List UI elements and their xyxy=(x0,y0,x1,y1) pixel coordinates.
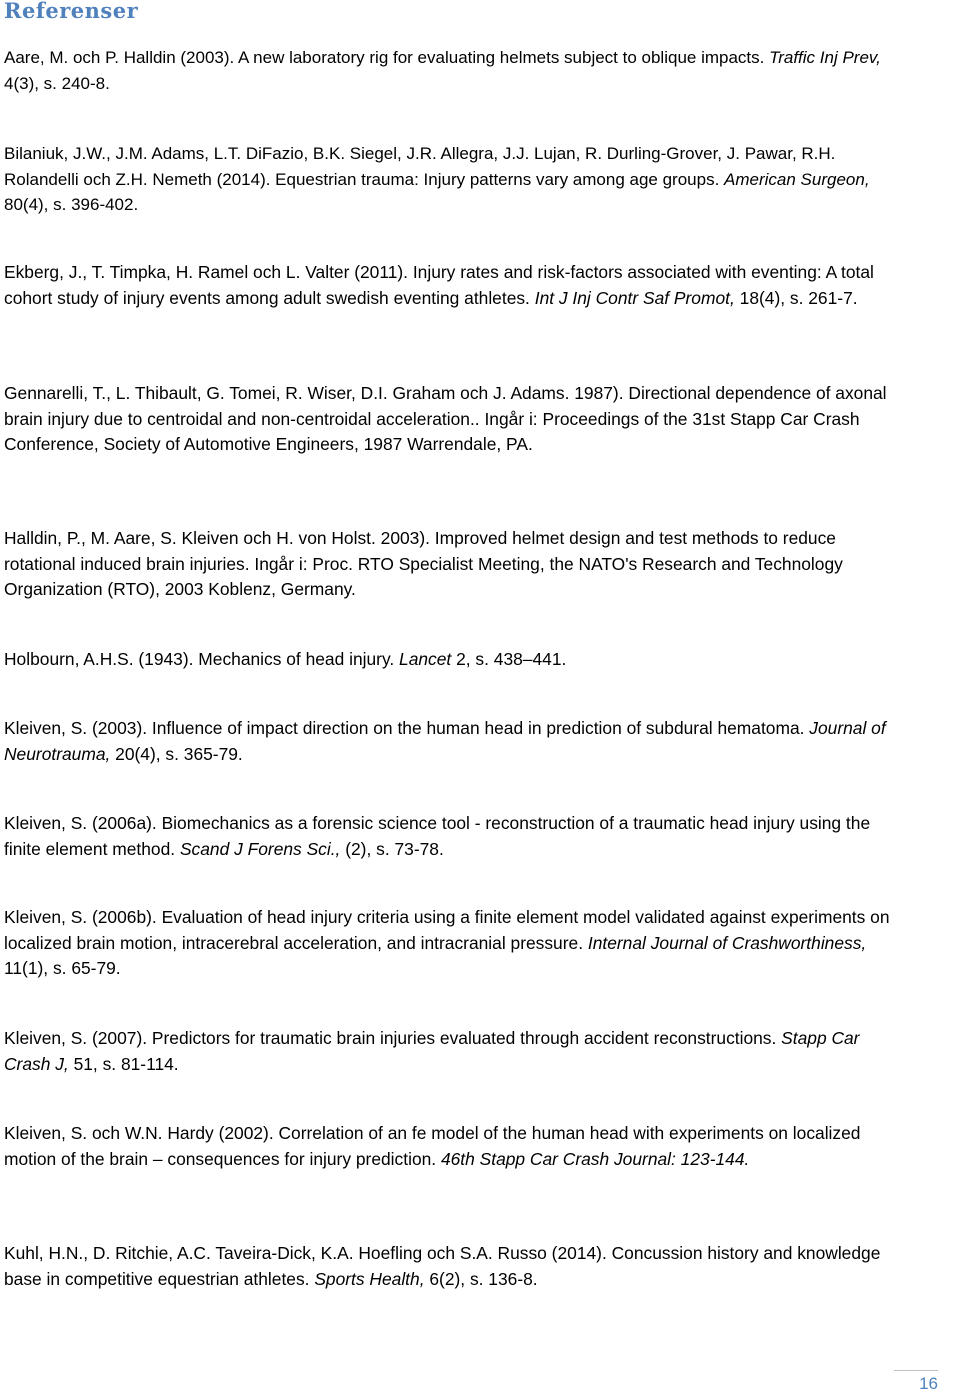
reference-halldin-2003 xyxy=(4,526,904,603)
reference-kleiven-hardy-2002 xyxy=(4,1121,904,1172)
reference-text: Kleiven, S. (2006b). Evaluation of head injury criteria using a finite element model validated against experiments on localized brain motion, intracerebral acceleration, and intracranial pressure. xyxy=(4,907,890,953)
reference-journal: Sports Health, xyxy=(314,1268,425,1289)
reference-text: Kuhl, H.N., D. Ritchie, A.C. Taveira-Dick, K.A. Hoefling och S.A. Russo (2014). Concussion history and knowledge base in competitive equestrian athletes. xyxy=(4,1243,881,1289)
reference-details: 2, s. 438–441. xyxy=(451,649,567,669)
reference-gennarelli-1987 xyxy=(4,381,904,458)
reference-details: (2), s. 73-78. xyxy=(340,838,444,859)
reference-kuhl-2014 xyxy=(4,1241,904,1292)
reference-kleiven-2006a xyxy=(4,811,904,862)
reference-holbourn-1943 xyxy=(4,647,904,673)
reference-text: Halldin, P., M. Aare, S. Kleiven och H. von Holst. 2003). Improved helmet design and test methods to reduce rotational induced brain injuries. Ingår i: Proc. RTO Specialist Meeting, the NATO's Research and Technology Organization (RTO), 2003 Koblenz, Germany. xyxy=(4,528,843,599)
reference-details: 11(1), s. 65-79. xyxy=(4,958,121,978)
reference-journal: Journal of Neurotrauma, xyxy=(4,718,886,764)
reference-text: Kleiven, S. (2003). Influence of impact direction on the human head in prediction of subdural hematoma. xyxy=(4,718,810,738)
reference-text: Aare, M. och P. Halldin (2003). A new laboratory rig for evaluating helmets subject to oblique impacts. xyxy=(4,48,770,67)
reference-journal: Lancet xyxy=(399,649,452,669)
reference-text: Kleiven, S. (2006a). Biomechanics as a forensic science tool - reconstruction of a traumatic head injury using the finite element method. xyxy=(4,813,871,859)
reference-text: Bilaniuk, J.W., J.M. Adams, L.T. DiFazio, B.K. Siegel, J.R. Allegra, J.J. Lujan, R. Durling-Grover, J. Pawar, R.H. Rolandelli och Z.H. Nemeth (2014). Equestrian trauma: Injury patterns vary among age groups. xyxy=(4,144,836,189)
reference-journal: Internal Journal of Crashworthiness, xyxy=(587,932,867,953)
reference-journal: 46th Stapp Car Crash Journal: 123-144. xyxy=(440,1148,750,1169)
reference-journal: Stapp Car Crash J, xyxy=(4,1028,860,1074)
reference-details: 6(2), s. 136-8. xyxy=(424,1268,538,1289)
reference-text: Holbourn, A.H.S. (1943). Mechanics of head injury. xyxy=(4,649,400,669)
reference-bilaniuk-2014 xyxy=(4,141,904,218)
page-number: 16 xyxy=(919,1374,938,1393)
reference-kleiven-2003 xyxy=(4,716,904,767)
reference-text: Kleiven, S. (2007). Predictors for traumatic brain injuries evaluated through accident reconstructions. xyxy=(4,1028,782,1048)
reference-journal: Scand J Forens Sci., xyxy=(179,838,341,859)
reference-kleiven-2006b xyxy=(4,905,904,982)
reference-journal: American Surgeon, xyxy=(724,169,870,189)
section-heading: Referenser xyxy=(4,0,139,23)
reference-text: Gennarelli, T., L. Thibault, G. Tomei, R. Wiser, D.I. Graham och J. Adams. 1987). Directional dependence of axonal brain injury due to centroidal and non-centroidal acceleration.. Ingår i: Proceedings of the 31st Stapp Car Crash Conference, Society of Automotive Engineers, 1987 Warrendale, PA. xyxy=(4,383,887,454)
reference-details: 20(4), s. 365-79. xyxy=(110,743,243,764)
reference-details: 18(4), s. 261-7. xyxy=(734,287,858,308)
reference-text: Ekberg, J., T. Timpka, H. Ramel och L. Valter (2011). Injury rates and risk-factors associated with eventing: A total cohort study of injury events among adult swedish eventing athletes. xyxy=(4,262,874,308)
reference-details: 51, s. 81-114. xyxy=(68,1053,179,1074)
reference-text: Kleiven, S. och W.N. Hardy (2002). Correlation of an fe model of the human head with experiments on localized motion of the brain – consequences for injury prediction. xyxy=(4,1123,861,1169)
reference-ekberg-2011 xyxy=(4,260,904,311)
reference-aare-2003 xyxy=(4,45,904,96)
reference-journal: Int J Inj Contr Saf Promot, xyxy=(534,287,735,308)
reference-kleiven-2007 xyxy=(4,1026,904,1077)
page-footer xyxy=(894,1370,938,1394)
reference-journal: Traffic Inj Prev, xyxy=(769,48,881,67)
reference-details: 80(4), s. 396-402. xyxy=(4,195,139,214)
reference-details: 4(3), s. 240-8. xyxy=(4,73,110,93)
